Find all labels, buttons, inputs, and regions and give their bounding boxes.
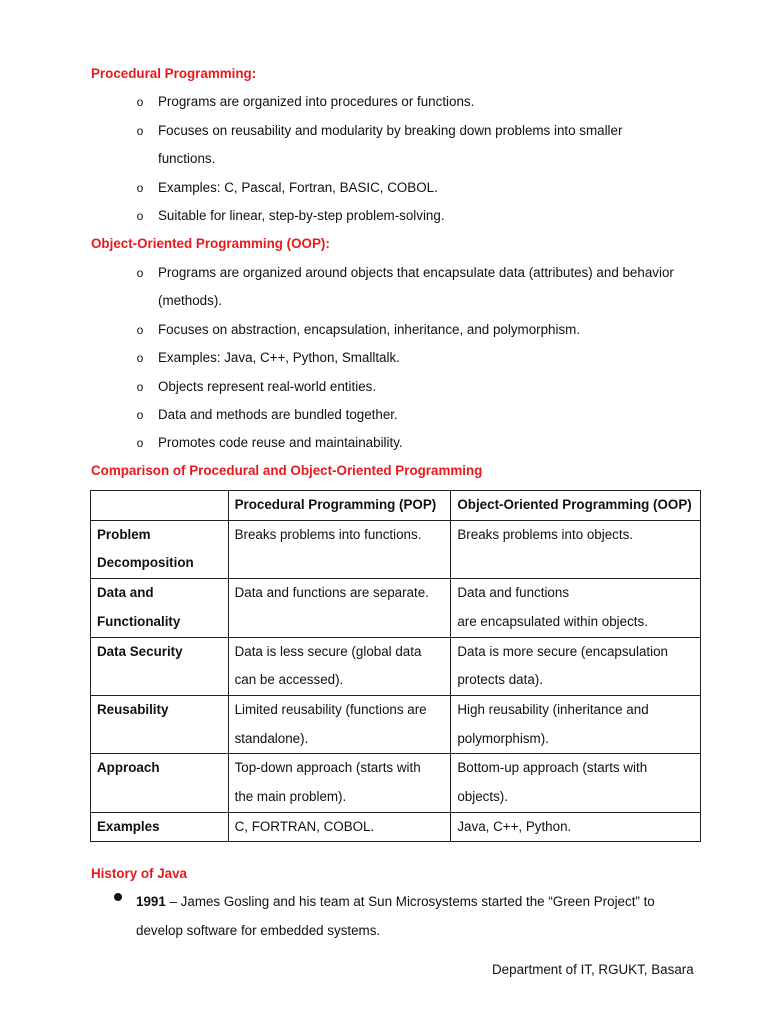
circle-bullet-icon: o xyxy=(136,266,144,280)
cell-line: Top-down approach (starts with xyxy=(234,760,421,776)
cell-line: Data and functions are separate. xyxy=(234,585,429,601)
row-header-cell xyxy=(91,520,229,578)
table-cell xyxy=(228,637,451,695)
procedural-item-4: Suitable for linear, step-by-step problem-solving. xyxy=(158,208,445,223)
cell-line: the main problem). xyxy=(234,789,347,805)
cell-line: can be accessed). xyxy=(234,672,344,688)
row-header-cell xyxy=(91,695,229,753)
table-cell xyxy=(228,520,451,578)
table-cell xyxy=(451,695,701,753)
oop-heading: Object-Oriented Programming (OOP): xyxy=(91,236,330,251)
cell-line: objects). xyxy=(457,789,508,805)
table-cell xyxy=(228,695,451,753)
circle-bullet-icon: o xyxy=(136,408,144,422)
table-header-row xyxy=(91,491,701,521)
circle-bullet-icon: o xyxy=(136,124,144,138)
cell-line: Data is more secure (encapsulation xyxy=(457,643,668,659)
cell-line: Problem xyxy=(97,526,151,542)
table-cell xyxy=(228,812,451,842)
comparison-heading: Comparison of Procedural and Object-Oriented Programming xyxy=(91,463,483,478)
history-item-1-cont: develop software for embedded systems. xyxy=(136,923,381,938)
table-cell xyxy=(451,637,701,695)
oop-item-6: Promotes code reuse and maintainability. xyxy=(158,435,403,450)
cell-line: Data and functions xyxy=(457,585,570,601)
cell-line: C, FORTRAN, COBOL. xyxy=(234,818,375,834)
table-cell xyxy=(451,812,701,842)
procedural-item-2-cont: functions. xyxy=(158,151,216,166)
procedural-item-1: Programs are organized into procedures or functions. xyxy=(158,94,475,109)
table-header-cell: Object-Oriented Programming (OOP) xyxy=(451,491,701,521)
cell-line: Bottom-up approach (starts with xyxy=(457,760,648,776)
table-cell xyxy=(228,754,451,812)
cell-line: are encapsulated within objects. xyxy=(457,613,648,629)
procedural-item-3: Examples: C, Pascal, Fortran, BASIC, COBOL. xyxy=(158,180,438,195)
cell-line: Reusability xyxy=(97,701,169,717)
cell-line: Data is less secure (global data xyxy=(234,643,422,659)
cell-line: Data Security xyxy=(97,643,183,659)
cell-line: High reusability (inheritance and xyxy=(457,701,649,717)
circle-bullet-icon: o xyxy=(136,380,144,394)
oop-item-1-cont: (methods). xyxy=(158,293,222,308)
table-cell xyxy=(228,579,451,637)
row-header-cell xyxy=(91,754,229,812)
cell-line: polymorphism). xyxy=(457,730,549,746)
history-heading: History of Java xyxy=(91,866,188,881)
procedural-heading: Procedural Programming: xyxy=(91,66,257,81)
history-year: 1991 xyxy=(136,894,166,909)
oop-item-1: Programs are organized around objects that encapsulate data (attributes) and behavior xyxy=(158,265,674,280)
cell-line: Data and xyxy=(97,585,154,601)
cell-line: Breaks problems into objects. xyxy=(457,526,634,542)
circle-bullet-icon: o xyxy=(136,351,144,365)
table-header-cell xyxy=(91,491,229,521)
table-row xyxy=(91,695,701,753)
cell-line: Breaks problems into functions. xyxy=(234,526,422,542)
circle-bullet-icon: o xyxy=(136,209,144,223)
table-row xyxy=(91,520,701,578)
table-cell xyxy=(451,579,701,637)
table-header-cell: Procedural Programming (POP) xyxy=(228,491,451,521)
page-footer: Department of IT, RGUKT, Basara xyxy=(492,962,694,977)
history-item-text: – James Gosling and his team at Sun Microsystems started the “Green Project” to xyxy=(165,894,655,909)
oop-item-4: Objects represent real-world entities. xyxy=(158,379,377,394)
comparison-table xyxy=(90,490,701,842)
table-row xyxy=(91,637,701,695)
oop-item-2: Focuses on abstraction, encapsulation, inheritance, and polymorphism. xyxy=(158,322,581,337)
table-cell xyxy=(451,520,701,578)
table-row xyxy=(91,754,701,812)
cell-line: Java, C++, Python. xyxy=(457,818,572,834)
table-row xyxy=(91,579,701,637)
circle-bullet-icon: o xyxy=(136,95,144,109)
cell-line: Examples xyxy=(97,818,160,834)
cell-line: Functionality xyxy=(97,613,181,629)
row-header-cell xyxy=(91,579,229,637)
cell-line: standalone). xyxy=(234,730,309,746)
cell-line: Approach xyxy=(97,760,160,776)
circle-bullet-icon: o xyxy=(136,181,144,195)
row-header-cell xyxy=(91,637,229,695)
oop-item-3: Examples: Java, C++, Python, Smalltalk. xyxy=(158,350,400,365)
oop-item-5: Data and methods are bundled together. xyxy=(158,407,398,422)
procedural-item-2: Focuses on reusability and modularity by breaking down problems into smaller xyxy=(158,123,623,138)
cell-line: Limited reusability (functions are xyxy=(234,701,427,717)
filled-bullet-icon xyxy=(114,893,122,901)
cell-line: Decomposition xyxy=(97,555,194,571)
circle-bullet-icon: o xyxy=(136,436,144,450)
row-header-cell xyxy=(91,812,229,842)
circle-bullet-icon: o xyxy=(136,323,144,337)
table-cell xyxy=(451,754,701,812)
table-row xyxy=(91,812,701,842)
cell-line: protects data). xyxy=(457,672,543,688)
history-item-1 xyxy=(136,892,655,912)
